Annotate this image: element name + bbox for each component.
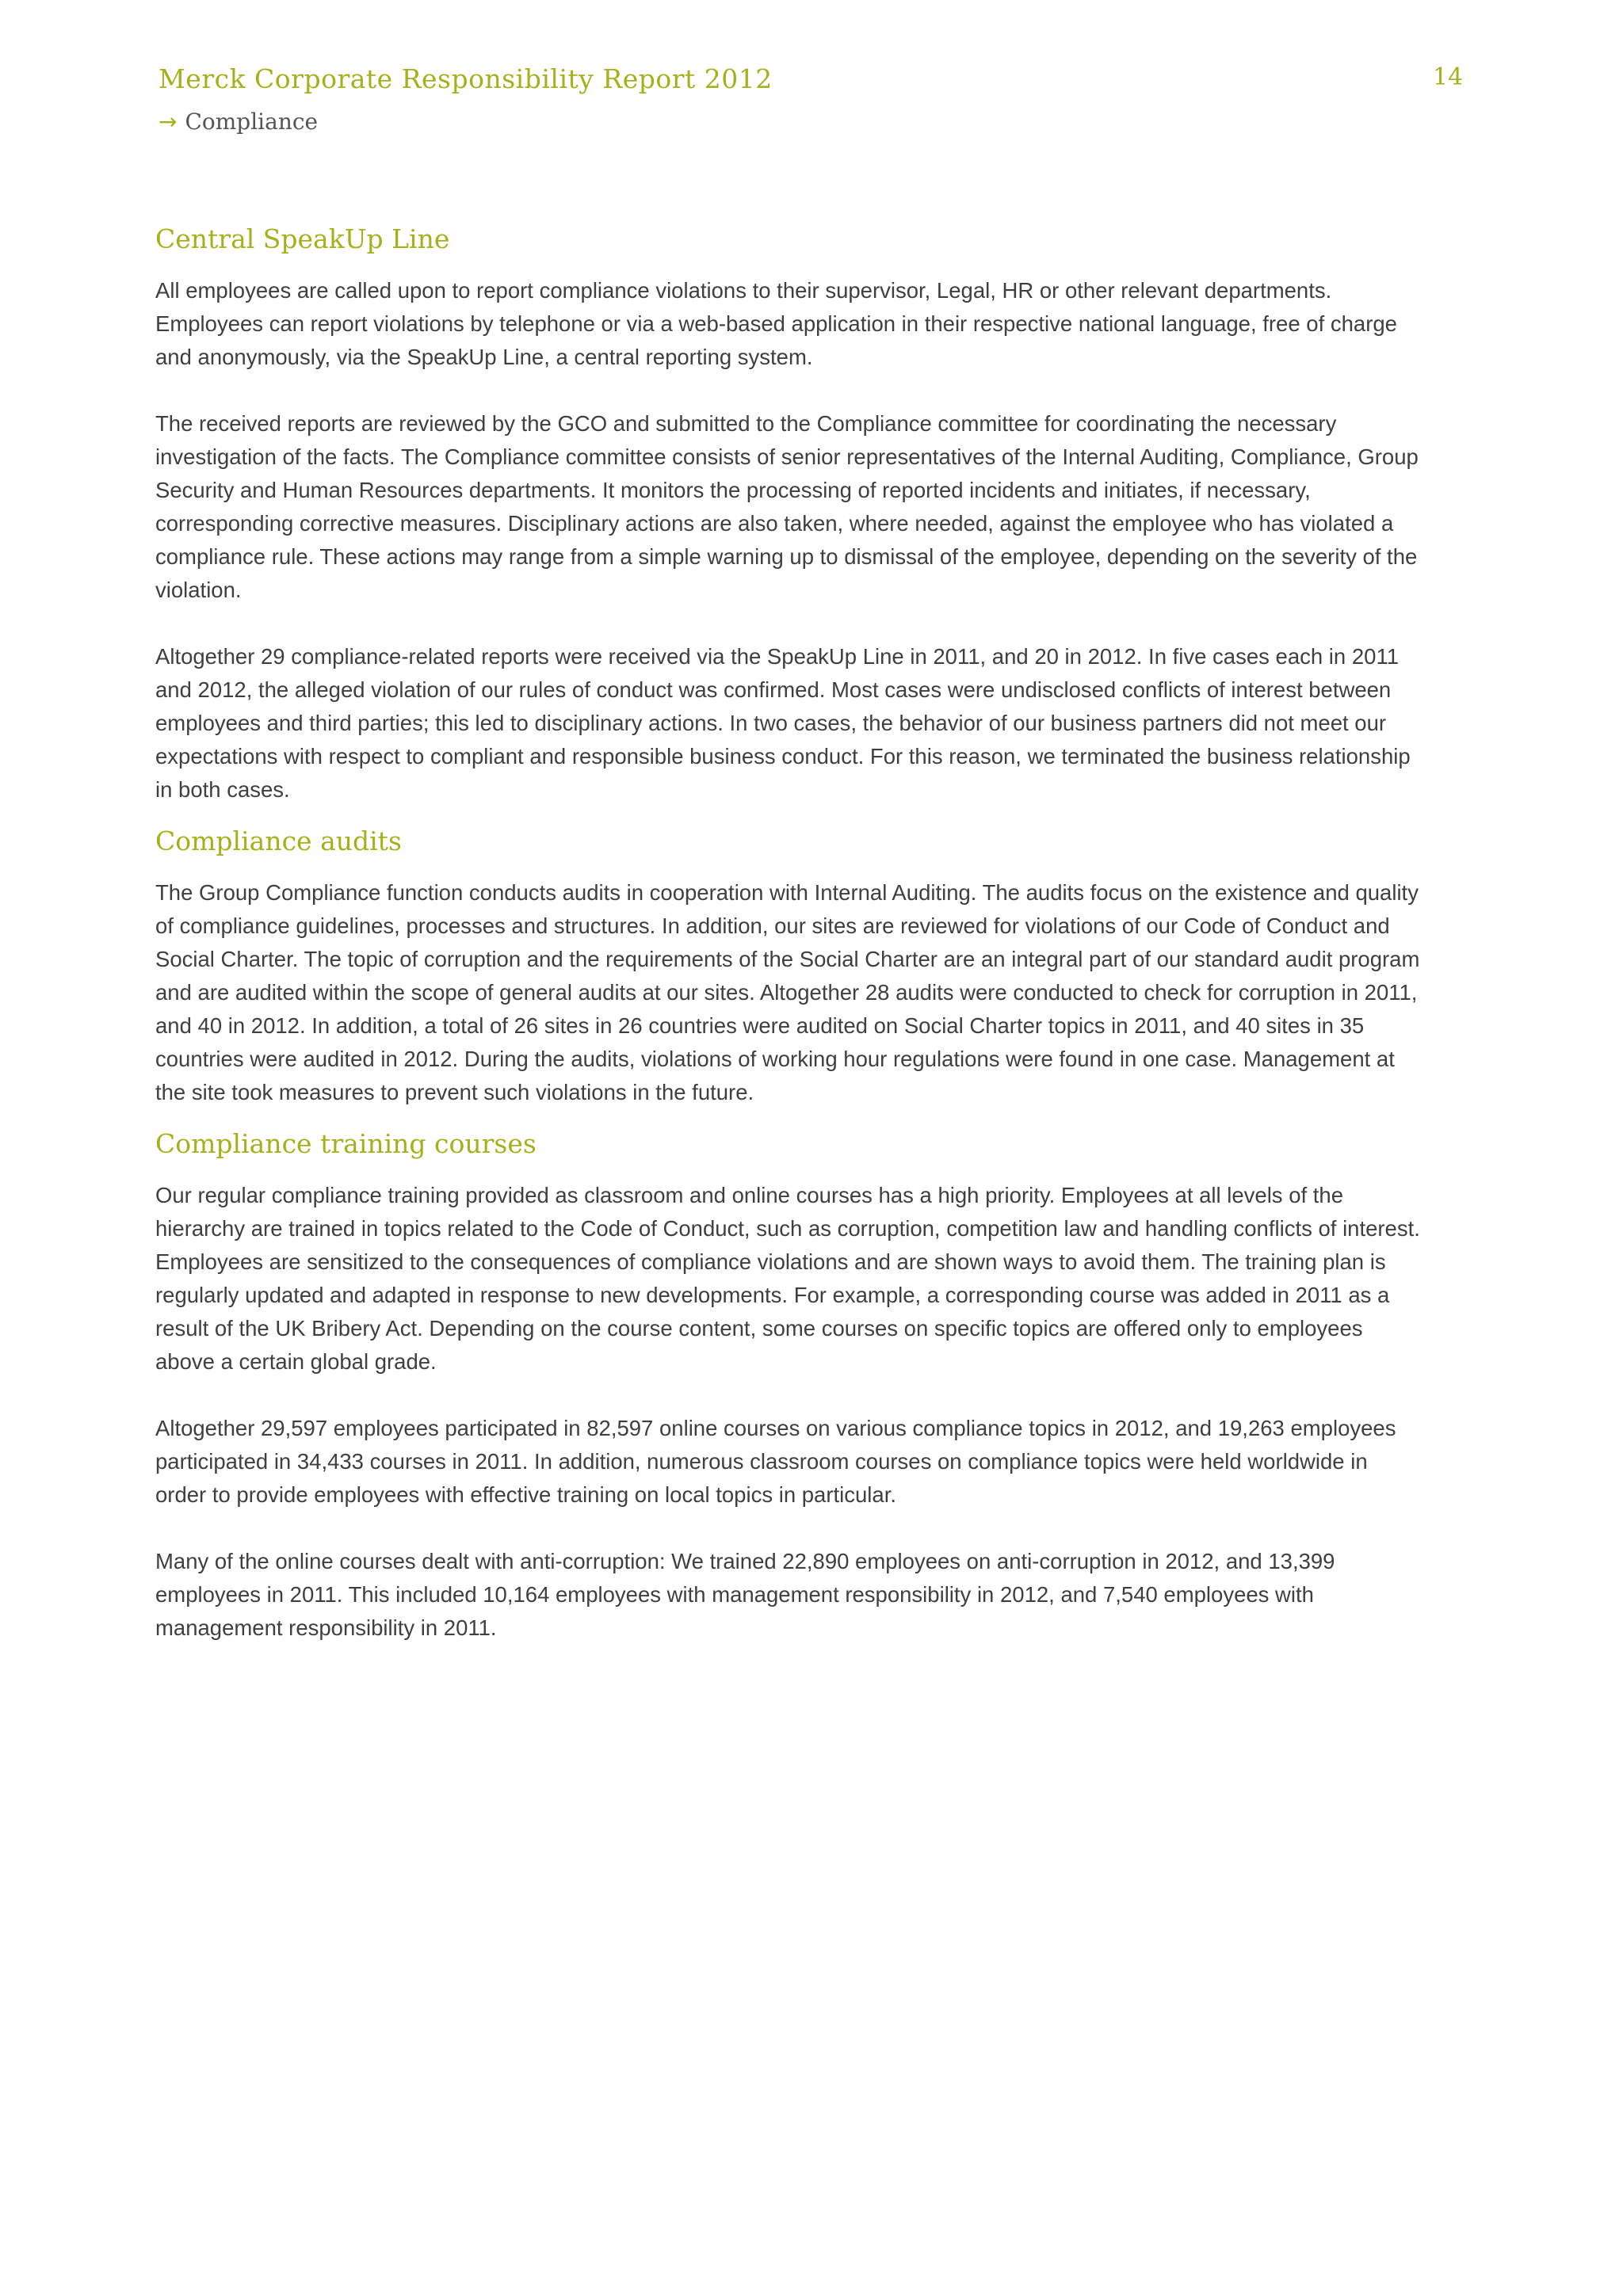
paragraph: Altogether 29,597 employees participated in 82,597 online courses on various compliance topics in 2012, and 19,263 employees participated in 34,433 courses in 2011. In addition, numerous classroom courses on compliance topics were held worldwide in order to provide employees with effective training on local topics in particular.: [155, 1416, 1396, 1507]
section-heading: Compliance training courses: [155, 1128, 537, 1159]
section-heading: Central SpeakUp Line: [155, 223, 450, 254]
section-speakup-line: [155, 222, 1423, 807]
section-heading: Compliance audits: [155, 826, 402, 856]
paragraph: Many of the online courses dealt with anti-corruption: We trained 22,890 employees on anti-corruption in 2012, and 13,399 employees in 2011. This included 10,164 employees with management responsibility in 2012, and 7,540 employees with management responsibility in 2011.: [155, 1549, 1335, 1640]
arrow-right-icon: →: [158, 109, 178, 135]
report-title: Merck Corporate Responsibility Report 2012: [158, 63, 773, 94]
paragraph: All employees are called upon to report compliance violations to their supervisor, Legal, HR or other relevant departments. Employees can report violations by telephone or via a web-based application in their respective national language, free of charge and anonymously, via the SpeakUp Line, a central reporting system.: [155, 278, 1397, 369]
main-content: [155, 222, 1423, 1678]
section-compliance-audits: [155, 824, 1423, 1109]
paragraph: Altogether 29 compliance-related reports were received via the SpeakUp Line in 2011, and 20 in 2012. In five cases each in 2011 and 2012, the alleged violation of our rules of conduct was confirmed. Most cases were undisclosed conflicts of interest between employees and third parties; this led to disciplinary actions. In two cases, the behavior of our business partners did not meet our expectations with respect to compliant and responsible business conduct. For this reason, we terminated the business relationship in both cases.: [155, 644, 1411, 802]
breadcrumb[interactable]: [158, 109, 318, 135]
page-number: 14: [1433, 63, 1464, 91]
paragraph: The received reports are reviewed by the GCO and submitted to the Compliance committee for coordinating the necessary investigation of the facts. The Compliance committee consists of senior representatives of the Internal Auditing, Compliance, Group Security and Human Resources departments. It monitors the processing of reported incidents and initiates, if necessary, corresponding corrective measures. Disciplinary actions are also taken, where needed, against the employee who has violated a compliance rule. These actions may range from a simple warning up to dismissal of the employee, depending on the severity of the violation.: [155, 411, 1419, 602]
breadcrumb-label[interactable]: Compliance: [185, 109, 319, 135]
paragraph: Our regular compliance training provided as classroom and online courses has a high priority. Employees at all levels of the hierarchy are trained in topics related to the Code of Conduct, such as corruption, competition law and handling conflicts of interest. Employees are sensitized to the consequences of compliance violations and are shown ways to avoid them. The training plan is regularly updated and adapted in response to new developments. For example, a corresponding course was added in 2011 as a result of the UK Bribery Act. Depending on the course content, some courses on specific topics are offered only to employees above a certain global grade.: [155, 1183, 1420, 1374]
paragraph: The Group Compliance function conducts audits in cooperation with Internal Auditing. The audits focus on the existence and quality of compliance guidelines, processes and structures. In addition, our sites are reviewed for violations of our Code of Conduct and Social Charter. The topic of corruption and the requirements of the Social Charter are an integral part of our standard audit program and are audited within the scope of general audits at our sites. Altogether 28 audits were conducted to check for corruption in 2011, and 40 in 2012. In addition, a total of 26 sites in 26 countries were audited on Social Charter topics in 2011, and 40 sites in 35 countries were audited in 2012. During the audits, violations of working hour regulations were found in one case. Management at the site took measures to prevent such violations in the future.: [155, 880, 1420, 1104]
section-compliance-training: [155, 1127, 1423, 1645]
